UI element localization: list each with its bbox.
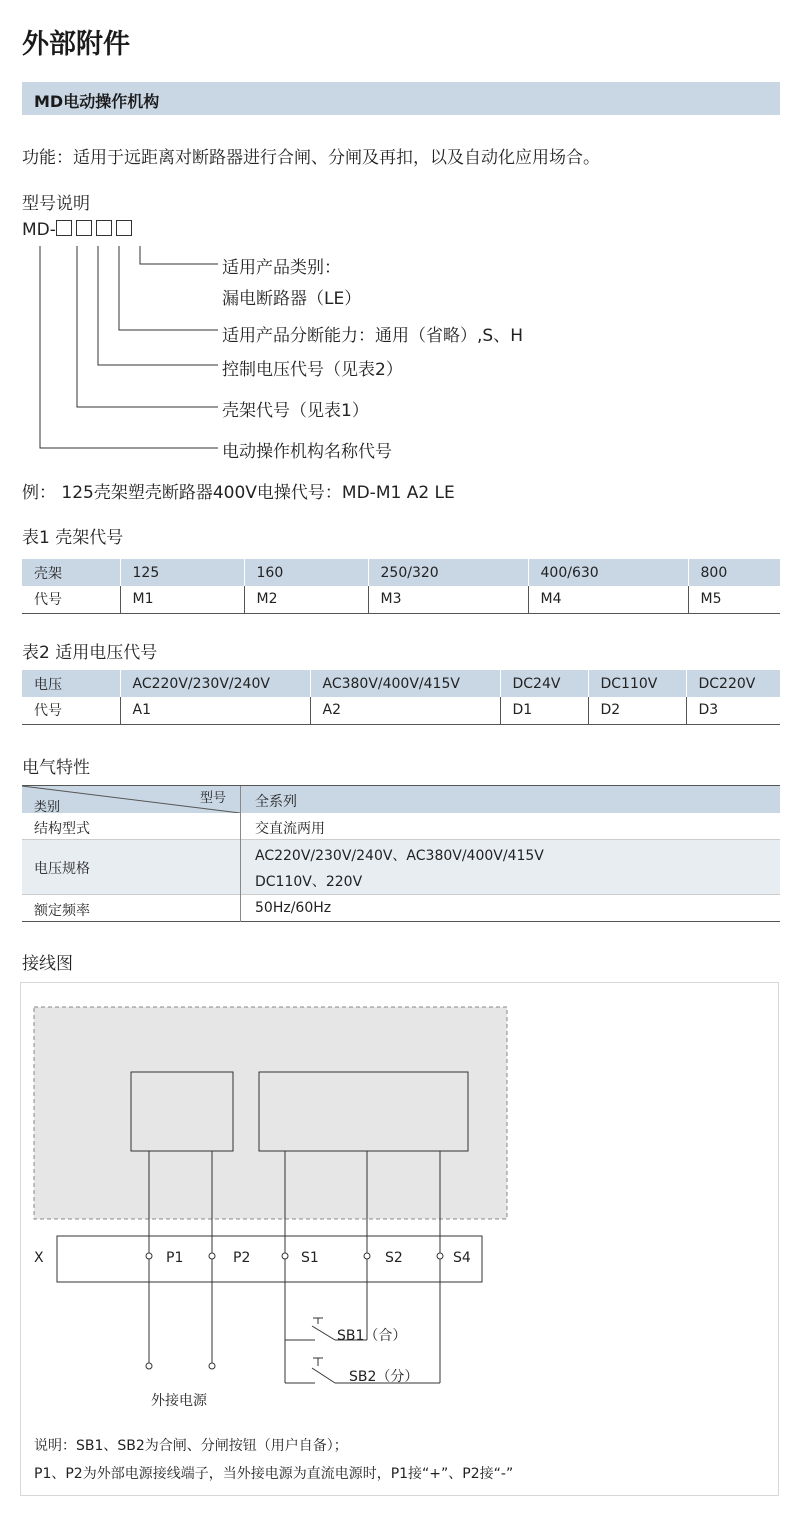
function-text: 功能：适用于远距离对断路器进行合闸、分闸及再扣，以及自动化应用场合。 [22, 148, 600, 168]
terminal-s4: S4 [453, 1250, 471, 1266]
section-title: MD电动操作机构 [34, 92, 160, 111]
table-cell: DC110V [588, 670, 686, 697]
table1-title: 表1 壳架代号 [22, 528, 124, 548]
table-cell: AC220V/230V/240V [120, 670, 310, 697]
electrical-row-value: AC220V/230V/240V、AC380V/400V/415V [255, 848, 544, 864]
model-label-category: 适用产品类别： [222, 258, 341, 278]
wiring-title: 接线图 [22, 954, 73, 974]
terminal-p1: P1 [166, 1250, 184, 1266]
table-cell: 800 [688, 559, 780, 586]
switch-sb2-label: SB2（分） [349, 1369, 419, 1385]
table-cell: M4 [528, 586, 688, 613]
corner-label-model: 型号 [200, 791, 227, 806]
electrical-row-value: 交直流两用 [255, 821, 325, 837]
electrical-row-value: 50Hz/60Hz [255, 900, 332, 916]
model-label-rcd: 漏电断路器（LE） [222, 289, 362, 309]
table-cell: A1 [120, 697, 310, 724]
model-code-prefix: MD- [22, 220, 56, 240]
model-label-frame: 壳架代号（见表1） [222, 401, 369, 421]
electrical-row-label: 电压规格 [34, 861, 90, 877]
page-title: 外部附件 [22, 29, 130, 60]
table-cell: 160 [244, 559, 368, 586]
table-cell: AC380V/400V/415V [310, 670, 500, 697]
wiring-note-2: P1、P2为外部电源接线端子，当外接电源为直流电源时，P1接“+”、P2接“-” [34, 1466, 514, 1482]
table-cell: 代号 [22, 697, 120, 724]
terminal-s2: S2 [385, 1250, 403, 1266]
table-cell: D3 [686, 697, 780, 724]
electrical-row-label: 额定频率 [34, 903, 90, 919]
electrical-header-value: 全系列 [255, 794, 297, 810]
model-label-breaking: 适用产品分断能力：通用（省略）,S、H [222, 326, 523, 346]
table-cell: 代号 [22, 586, 120, 613]
model-label-voltage: 控制电压代号（见表2） [222, 360, 403, 380]
corner-label-category: 类别 [34, 800, 61, 815]
table-cell: M5 [688, 586, 780, 613]
table-cell: D2 [588, 697, 686, 724]
table2-title: 表2 适用电压代号 [22, 643, 158, 663]
table-cell: M2 [244, 586, 368, 613]
table-cell: 250/320 [368, 559, 528, 586]
model-label-name: 电动操作机构名称代号 [222, 442, 392, 462]
terminal-s1: S1 [301, 1250, 319, 1266]
wiring-note-1: 说明：SB1、SB2为合闸、分闸按钮（用户自备）； [34, 1438, 348, 1454]
terminal-p2: P2 [233, 1250, 251, 1266]
model-heading: 型号说明 [22, 194, 90, 214]
table-cell: M3 [368, 586, 528, 613]
table-cell: 125 [120, 559, 244, 586]
table-cell: M1 [120, 586, 244, 613]
table-cell: 电压 [22, 670, 120, 697]
electrical-row-label: 结构型式 [34, 821, 90, 837]
table-cell: A2 [310, 697, 500, 724]
supply-label: 外接电源 [151, 1393, 207, 1409]
table-cell: 400/630 [528, 559, 688, 586]
table-cell: D1 [500, 697, 588, 724]
table-cell: DC24V [500, 670, 588, 697]
example-text: 例： 125壳架塑壳断路器400V电操代号：MD-M1 A2 LE [22, 483, 455, 503]
electrical-title: 电气特性 [22, 758, 90, 778]
table-cell: 壳架 [22, 559, 120, 586]
terminal-block-label: X [34, 1250, 44, 1266]
table-cell: DC220V [686, 670, 780, 697]
electrical-row-value-2: DC110V、220V [255, 874, 363, 890]
switch-sb1-label: SB1（合） [337, 1328, 407, 1344]
